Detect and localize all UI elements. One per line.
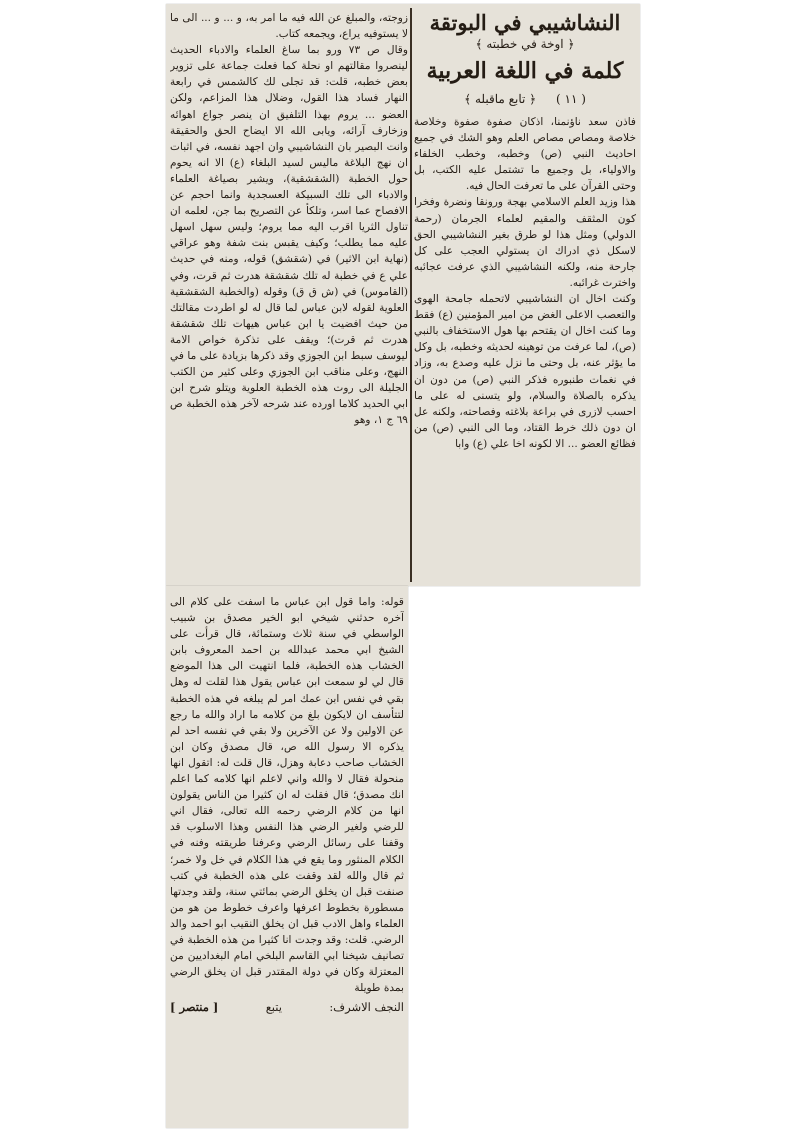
column-divider xyxy=(410,8,412,582)
series-number: ( ١١ ) xyxy=(556,92,586,106)
right-paragraph-2: هذا وزيد العلم الاسلامي بهجة ورونقا ونضرة وفخرا كون المثقف والمقيم لعلماء الجرمان (رحمة الدولي) ومثل هذا لو طرق بغير النشاشيبي الحق لاسكل ذي ادراك ان يستولي العجب على كل جارحة منه، ولكنه النشاشيبي الذي عرفت عجائبه واخترت غرائبه. xyxy=(414,196,636,289)
series-note: ﴿ تابع ماقبله ﴾ xyxy=(464,92,537,106)
article-signature xyxy=(170,998,404,1016)
newspaper-clipping-top xyxy=(166,4,640,586)
article-column-left xyxy=(170,10,408,580)
right-paragraph-1: فاذن سعد ناؤنمنا، اذكان صفوة صفوة وخلاصة خلاصة ومصاص مصاص العلم وهو الشك في جميع احاديث النبي (ص) وخطبه، وخطب الخلفاء والاولياء، بل وجميع ما تشتمل عليه الكتب، بل وحتى القرآن على ما تعرفت الحال فيه. xyxy=(414,116,636,193)
right-paragraph-3: وكنت اخال ان النشاشيبي لاتحمله جامحة الهوى والتعصب الاعلى الغض من امير المؤمنين (ع) فقط وما كنت اخال ان يقتحم بها هول الاستخفاف بالنبي (ص)، لما عرفت من توهينه لحديثه وخطبه، بل وكل ما يؤثر عنه، بل وحتى ما نزل عليه وصدع به، وزاد في نغمات طنبوره فذكر النبي (ص) من دون ان يذكره بالصلاة والسلام، ولو يتسنى له على ما احسب لازرى في براعة بلاغته وفصاحته، ولكنه عل ان دون ذلك خرط القتاد، وما الى النبي (ص) من فظائع العضو ... الا لكونه اخا علي (ع) وابا xyxy=(414,293,636,450)
left-paragraph-1: زوجته، والمبلغ عن الله فيه ما امر به، و ... و ... الى ما لا يستوفيه يراع، ويجمعه كتاب. xyxy=(170,12,408,41)
author-name: [ منتصر ] xyxy=(170,1000,219,1015)
bottom-paragraph-1: قوله: واما قول ابن عباس ما اسفت على كلام الى آخره حدثني شيخي ابو الخير مصدق بن شبيب الواسطي في سنة ثلاث وستمائة، قال قرأت على الشيخ ابي محمد عبدالله بن احمد المعروف بابن الخشاب هذه الخطبة، فلما انتهيت الى هذا الموضع قال لي لو سمعت ابن عباس يقول هذا لقلت له وهل بقي في نفس ابن عمك امر لم يبلغه في هذه الخطبة لتتأسف ان لايكون بلغ من كلامه ما اراد والله ما رجع عن الاولين ولا عن الآخرين ولا بقي في نفسه احد لم يذكره الا رسول الله ص، قال مصدق وكان ابن الخشاب صاحب دعابة وهزل، قال قلت له: اتقول انها منحولة فقال لا والله واني لاعلم انها كلامه كما اعلم انك مصدق؛ قال فقلت له ان كثيرا من الناس يقولون انها من كلام الرضي رحمه الله تعالى، فقال اني للرضي ولغير الرضي هذا النفس وهذا الاسلوب قد وقفنا على رسائل الرضي وعرفنا طريقته وفنه في الكلام المنثور وما يقع في هذا الكلام في خل ولا خمر؛ ثم قال والله لقد وقفت على هذه الخطبة في كتب صنفت قبل ان يخلق الرضي بمائتي سنة، ولقد وجدتها مسطورة بخطوط اعرفها واعرف خطوط من هو من العلماء واهل الادب قبل ان يخلق النقيب ابو احمد والد الرضي. قلت: وقد وجدت انا كثيرا من هذه الخطبة في تصانيف شيخنا ابي القاسم البلخي امام البغداديين من المعتزلة وكان في دولة المقتدر قبل ان يخلق الرضي بمدة طويلة xyxy=(170,596,404,995)
article-subtitle: ﴿ اوخة في خطبته ﴾ xyxy=(475,37,575,51)
signature-place: النجف الاشرف: xyxy=(329,1000,404,1015)
article-column-bottom xyxy=(170,594,404,1124)
section-title: كلمة في اللغة العربية xyxy=(426,58,624,84)
article-column-right xyxy=(414,8,636,582)
left-paragraph-2: وقال ص ٧٣ ورو بما ساغ العلماء والادباء الحديث لينصروا مقالتهم او نحلة كما فعلت جماعة على تزوير بعض خطبه، قلت: قد تجلى لك كالشمس في رابعة النهار فساد هذا القول، وضلال هذا المزاعم، ولكن العضو ... يروم بهذا التلفيق ان ينصر جواع اهوائه وزخارف آرائه، ويابى الله الا ايضاح الحق والحقيقة وانت البصير بان النشاشيبي وان اجهد نفسه، في اثبات ان نهج البلاغة ماليس لسيد البلغاء (ع) الا انه يحوم حول الخطبة (الشقشقية)، ويشير بصياغة العلماء والادباء الى تلك السبيكة العسجدية وانما احجم عن الافصاح عما اسر، وتلكأ عن التصريح بما جن، لعلمه ان تناول الثريا اقرب اليه مما يروم؛ وليس سهل اسهل عليه مما يطلب؛ وكيف يقبس بنت شفة وهو عراقي (نهاية ابن الاثير) في (شقشق) قوله، ومنه في حديث علي ع في خطبة له تلك شقشقة هدرت ثم قرت، وفي (القاموس) في (ش ق ق) وقوله (والخطبة الشقشقية العلوية لقوله لابن عباس لما قال له لو اطردت مقالتك من حيث افضيت يا ابن عباس هيهات تلك شقشقة هدرت ثم قرت)؛ ويقف على تذكرة خواص الامة ليوسف سبط ابن الجوزي وقد ذكرها بزيادة على ما في النهج، وعلى مناقب ابن الجوزي وعلى كثير من الكتب الجليلة الى روت هذه الخطبة العلوية ويتلو شرح ابن ابي الحديد كلاما اورده عند شرحه لآخر هذه الخطبة ص ٦٩ ج ١، وهو xyxy=(170,44,408,427)
article-title: النشاشيبي في البوتقة xyxy=(429,10,621,35)
newspaper-clipping-bottom xyxy=(166,586,408,1128)
series-line xyxy=(414,88,636,110)
continued-label: يتبع xyxy=(265,1000,282,1015)
